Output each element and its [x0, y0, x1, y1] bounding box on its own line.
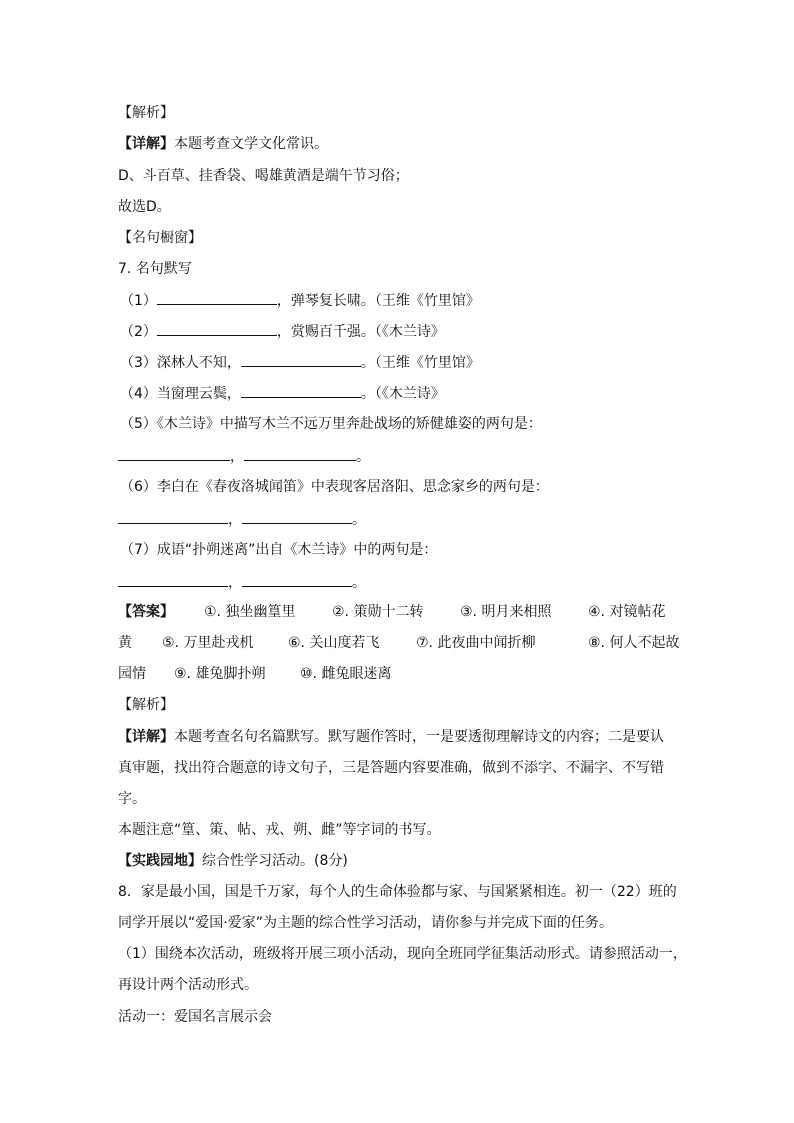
answer-blank[interactable]	[118, 509, 228, 524]
answer-blank[interactable]	[242, 509, 352, 524]
q1-text: ，弹琴复长啸。（王维《竹里馆》	[276, 293, 480, 309]
q2-text: ，赏赐百千强。（《木兰诗》	[276, 324, 445, 340]
answer-item: 黄	[118, 635, 132, 651]
question-8-line-2: 同学开展以“爱国·爱家”为主题的综合性学习活动，请你参与并完成下面的任务。	[118, 915, 613, 931]
answer-item: ⑥. 关山度若飞	[288, 635, 380, 651]
detail-line	[118, 134, 328, 154]
activity-one: 活动一：爱国名言展示会	[118, 1009, 272, 1025]
answer-item: ⑨. 雄兔脚扑朔	[174, 666, 266, 682]
answer-tag: 【答案】	[118, 604, 174, 620]
answer-item: ④. 对镜帖花	[588, 604, 666, 620]
answer-blank[interactable]	[244, 446, 356, 461]
question-8-sub-line-2: 再设计两个活动形式。	[118, 977, 258, 993]
detail-tag: 【详解】	[118, 136, 174, 152]
detail-line-2	[118, 727, 664, 747]
q4-source: 。（《木兰诗》	[360, 386, 445, 402]
q2-number: （2）	[120, 324, 157, 340]
period: 。	[352, 512, 366, 528]
answer-item: ②. 策勋十二转	[332, 604, 424, 620]
answer-choice-line: 故选D。	[118, 199, 171, 215]
detail-tag: 【详解】	[118, 729, 174, 745]
answer-row-3	[118, 664, 678, 684]
answer-item: ①. 独坐幽篁里	[204, 604, 296, 620]
question-7-3	[120, 352, 480, 373]
answer-item: ⑦. 此夜曲中闻折柳	[416, 635, 536, 651]
analysis-heading-2: 【解析】	[118, 697, 174, 713]
practice-text: 综合性学习活动。(8分)	[202, 853, 348, 869]
answer-row-1	[118, 602, 678, 622]
section-header-mingju: 【名句橱窗】	[118, 230, 202, 246]
answer-blank[interactable]	[241, 352, 361, 367]
answer-item: ③. 明月来相照	[460, 604, 552, 620]
option-d-line: D、斗百草、挂香袋、喝雄黄酒是端午节习俗；	[118, 168, 409, 184]
question-7-2	[120, 321, 445, 342]
question-7-5-blanks	[118, 446, 370, 467]
question-7-7: （7）成语“扑朔迷离”出自《木兰诗》中的两句是：	[120, 542, 438, 558]
answer-item: ⑤. 万里赴戎机	[162, 635, 254, 651]
practice-tag: 【实践园地】	[118, 853, 202, 869]
answer-item: ⑩. 雌兔眼迷离	[300, 666, 392, 682]
comma: ，	[228, 512, 242, 528]
question-7-1	[120, 290, 480, 311]
answer-blank[interactable]	[118, 446, 230, 461]
question-7-4	[120, 383, 445, 404]
answer-item: ⑧. 何人不起故	[588, 635, 680, 651]
question-7-6-blanks	[118, 509, 366, 530]
q1-number: （1）	[120, 293, 157, 309]
comma: ，	[230, 449, 244, 465]
comma: ，	[228, 575, 242, 591]
q3-text: （3）深林人不知，	[120, 355, 241, 371]
period: 。	[356, 449, 370, 465]
answer-item: 园情	[118, 666, 146, 682]
question-7-7-blanks	[118, 572, 366, 593]
question-7-6: （6）李白在《春夜洛城闻笛》中表现客居洛阳、思念家乡的两句是：	[120, 479, 549, 495]
detail-line-3: 真审题，找出符合题意的诗文句子，三是答题内容要准确，做到不添字、不漏字、不写错	[118, 760, 664, 776]
answer-blank[interactable]	[157, 321, 277, 336]
detail-text: 本题考查名句名篇默写。默写题作答时，一是要透彻理解诗文的内容；二是要认	[174, 729, 664, 745]
practice-header	[118, 851, 348, 871]
answer-blank[interactable]	[242, 572, 352, 587]
q4-text: （4）当窗理云鬓，	[120, 386, 241, 402]
detail-text: 本题考查文学文化常识。	[174, 136, 328, 152]
question-8-line-1: 8．家是最小国，国是千万家，每个人的生命体验都与家、与国紧紧相连。初一（22）班的	[118, 884, 677, 900]
question-7-title: 7. 名句默写	[118, 261, 192, 277]
answer-row-2	[118, 633, 678, 653]
detail-line-4: 字。	[118, 791, 146, 807]
answer-blank[interactable]	[241, 383, 361, 398]
answer-blank[interactable]	[118, 572, 228, 587]
question-8-sub-line-1: （1）围绕本次活动，班级将开展三项小活动，现向全班同学征集活动形式。请参照活动一，	[118, 946, 687, 962]
note-line: 本题注意“篁、策、帖、戎、朔、雌”等字词的书写。	[118, 822, 441, 838]
answer-blank[interactable]	[157, 290, 277, 305]
period: 。	[352, 575, 366, 591]
question-7-5: （5）《木兰诗》中描写木兰不远万里奔赴战场的矫健雄姿的两句是：	[120, 416, 542, 432]
analysis-heading: 【解析】	[118, 105, 174, 121]
q3-source: 。（王维《竹里馆》	[360, 355, 480, 371]
